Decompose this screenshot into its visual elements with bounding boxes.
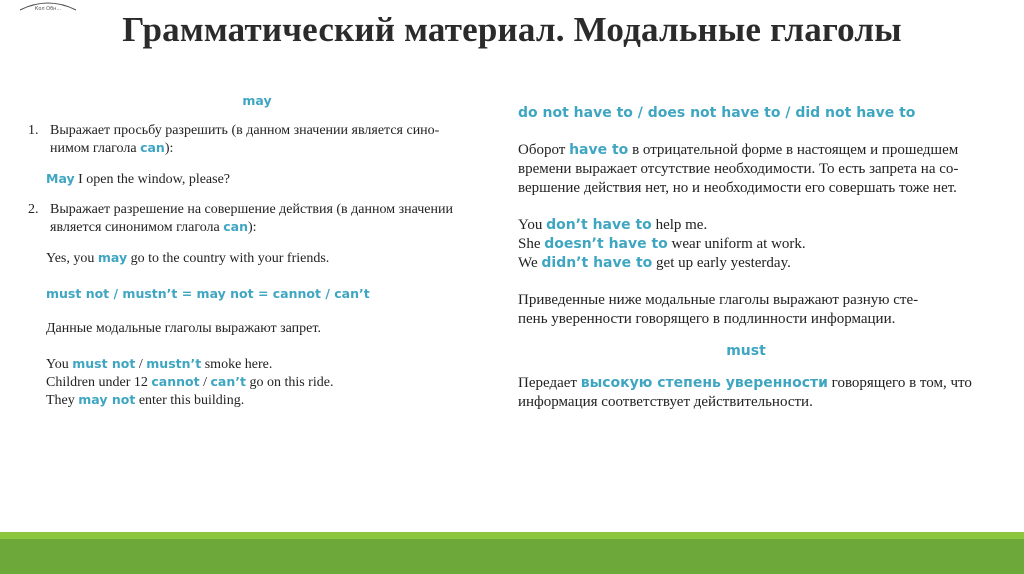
example-must-not: You must not / mustn’t smoke here. xyxy=(46,356,273,372)
item-number: 1. xyxy=(28,123,39,138)
right-column xyxy=(496,104,996,412)
example-dont-have-to: You don’t have to help me. xyxy=(518,217,708,233)
item-text: Выражает разрешение на совершение действия (в данном значении xyxy=(50,202,453,217)
certainty-paragraph: Приведенные ниже модальные глаголы выражают разную сте- пень уверенности говорящего в подлинности информации. xyxy=(518,292,919,327)
have-to-paragraph: Оборот have to в отрицательной форме в настоящем и прошедшем времени выражает отсутствие необходимости. То есть запрета на со- вершение действия нет, но и необходимости его совершать тоже нет. xyxy=(518,142,959,196)
example-didnt-have-to: We didn’t have to get up early yesterday. xyxy=(518,255,791,271)
have-to-heading: do not have to / does not have to / did not have to xyxy=(518,105,916,121)
forbid-desc: Данные модальные глаголы выражают запрет. xyxy=(46,321,321,336)
example-may: May I open the window, please? xyxy=(46,171,231,187)
item-1 xyxy=(22,122,472,157)
example-doesnt-have-to: She doesn’t have to wear uniform at work. xyxy=(518,236,806,252)
item-2 xyxy=(22,201,472,236)
must-heading: must xyxy=(726,343,766,359)
item-number: 2. xyxy=(28,202,39,217)
forbid-heading: must not / mustn’t = may not = cannot / can’t xyxy=(46,286,370,301)
footer-bar-light xyxy=(0,532,1024,539)
page-title: Грамматический материал. Модальные глаголы xyxy=(122,10,902,49)
footer-bar-dark xyxy=(0,539,1024,574)
have-to-examples xyxy=(496,216,996,273)
item-text-2: нимом глагола can): xyxy=(50,140,174,156)
logo-text: Кол Обн... xyxy=(34,6,62,12)
may-heading: may xyxy=(242,93,272,108)
left-column xyxy=(22,92,472,409)
example-cannot: Children under 12 cannot / can’t go on this ride. xyxy=(46,374,334,390)
item-text-2: является синонимом глагола can): xyxy=(50,219,257,235)
must-paragraph: Передает высокую степень уверенности говорящего в том, что информация соответствует действительности. xyxy=(518,375,972,410)
item-text: Выражает просьбу разрешить (в данном значении является сино- xyxy=(50,123,440,138)
example-may-not: They may not enter this building. xyxy=(46,392,245,408)
example-may-2: Yes, you may go to the country with your friends. xyxy=(46,250,330,266)
